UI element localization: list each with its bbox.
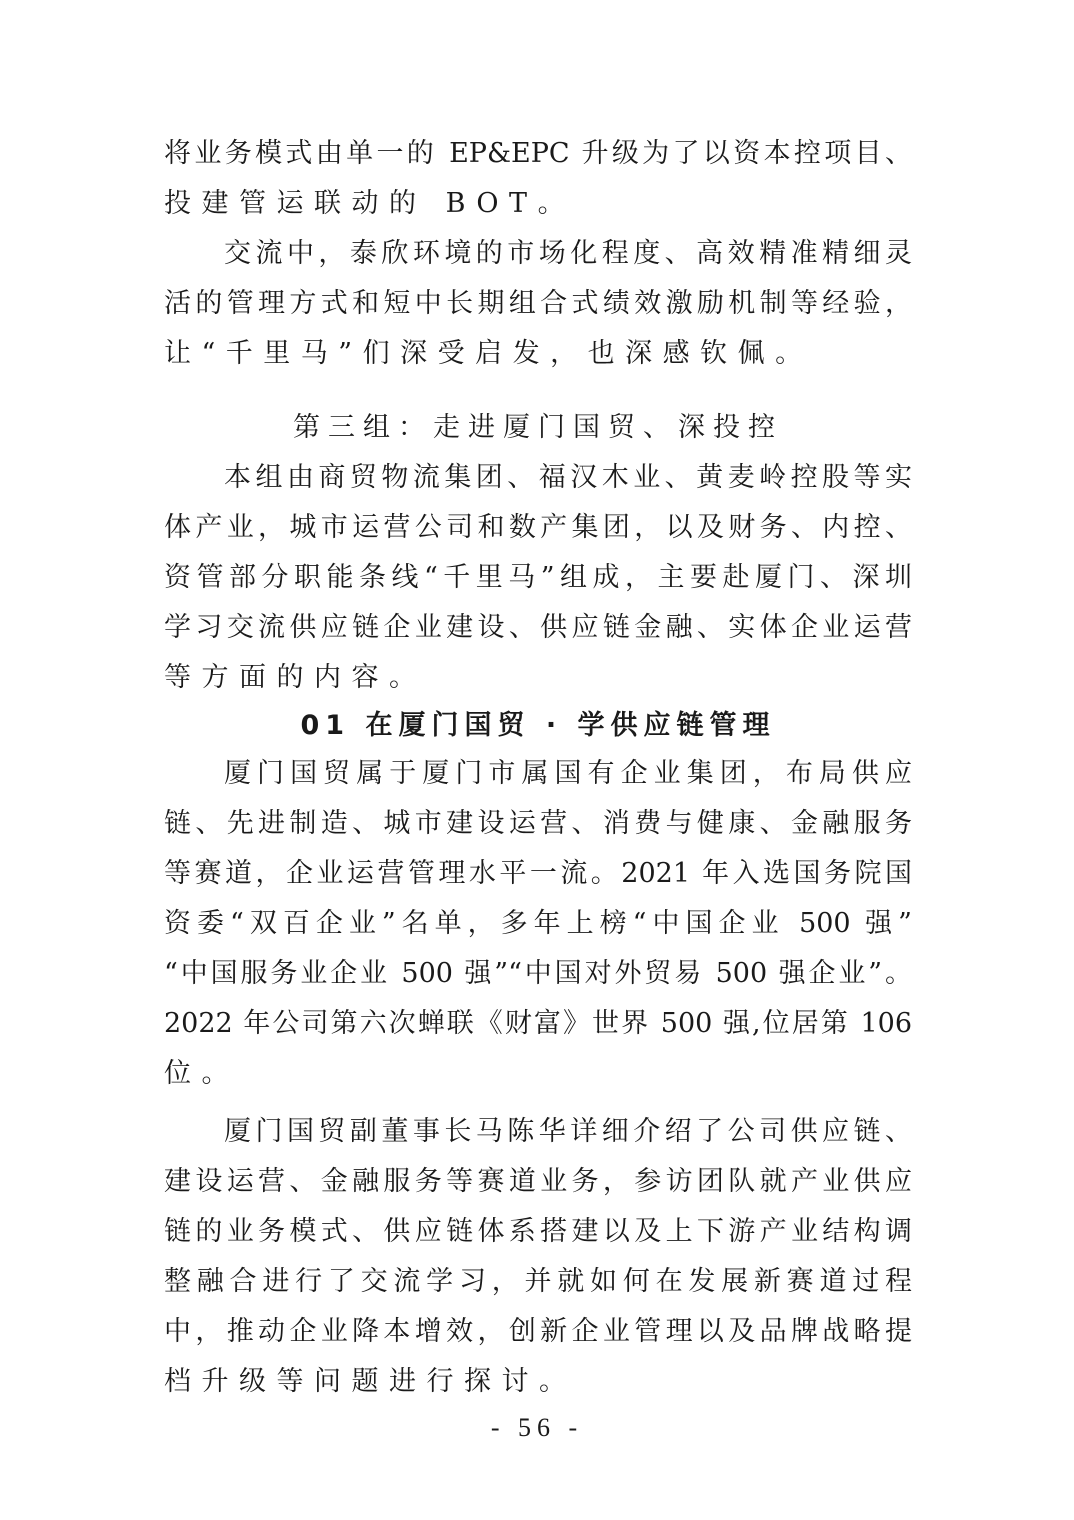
paragraph-4-line-1: 厦门国贸属于厦门市属国有企业集团，布局供应 [224, 758, 912, 789]
paragraph-4-line-2: 链、先进制造、城市建设运营、消费与健康、金融服务 [164, 808, 912, 839]
paragraph-5-line-4: 整融合进行了交流学习，并就如何在发展新赛道过程 [164, 1266, 912, 1297]
paragraph-5-line-5: 中，推动企业降本增效，创新企业管理以及品牌战略提 [164, 1316, 912, 1347]
paragraph-1-line-1: 将业务模式由单一的 EP&EPC 升级为了以资本控项目、 [164, 138, 912, 169]
paragraph-4-line-3: 等赛道，企业运营管理水平一流。2021 年入选国务院国 [164, 858, 912, 889]
section-heading-group-3: 第三组：走进厦门国贸、深投控 [293, 412, 783, 443]
paragraph-1-line-2: 投建管运联动的 BOT。 [164, 188, 576, 219]
subsection-heading-01: 01 在厦门国贸 · 学供应链管理 [300, 710, 776, 741]
paragraph-4-line-4: 资委“双百企业”名单，多年上榜“中国企业 500 强” [164, 908, 912, 939]
paragraph-3-line-1: 本组由商贸物流集团、福汉木业、黄麦岭控股等实 [224, 462, 912, 493]
paragraph-3-line-4: 学习交流供应链企业建设、供应链金融、实体企业运营 [164, 612, 912, 643]
paragraph-2-line-3: 让“千里马”们深受启发，也深感钦佩。 [164, 338, 813, 369]
paragraph-4-line-7: 位。 [164, 1058, 239, 1089]
paragraph-4-line-5: “中国服务业企业 500 强”“中国对外贸易 500 强企业”。 [164, 958, 912, 989]
paragraph-4-line-6: 2022 年公司第六次蝉联《财富》世界 500 强,位居第 106 [164, 1008, 912, 1039]
paragraph-2-line-1: 交流中，泰欣环境的市场化程度、高效精准精细灵 [224, 238, 912, 269]
paragraph-3-line-2: 体产业，城市运营公司和数产集团，以及财务、内控、 [164, 512, 912, 543]
paragraph-3-line-3: 资管部分职能条线“千里马”组成，主要赴厦门、深圳 [164, 562, 912, 593]
paragraph-5-line-6: 档升级等问题进行探讨。 [164, 1366, 577, 1397]
paragraph-5-line-1: 厦门国贸副董事长马陈华详细介绍了公司供应链、 [224, 1116, 912, 1147]
page-number: - 56 - [490, 1413, 584, 1442]
paragraph-5-line-3: 链的业务模式、供应链体系搭建以及上下游产业结构调 [164, 1216, 912, 1247]
paragraph-2-line-2: 活的管理方式和短中长期组合式绩效激励机制等经验， [164, 288, 912, 319]
paragraph-3-line-5: 等方面的内容。 [164, 662, 427, 693]
paragraph-5-line-2: 建设运营、金融服务等赛道业务，参访团队就产业供应 [164, 1166, 912, 1197]
